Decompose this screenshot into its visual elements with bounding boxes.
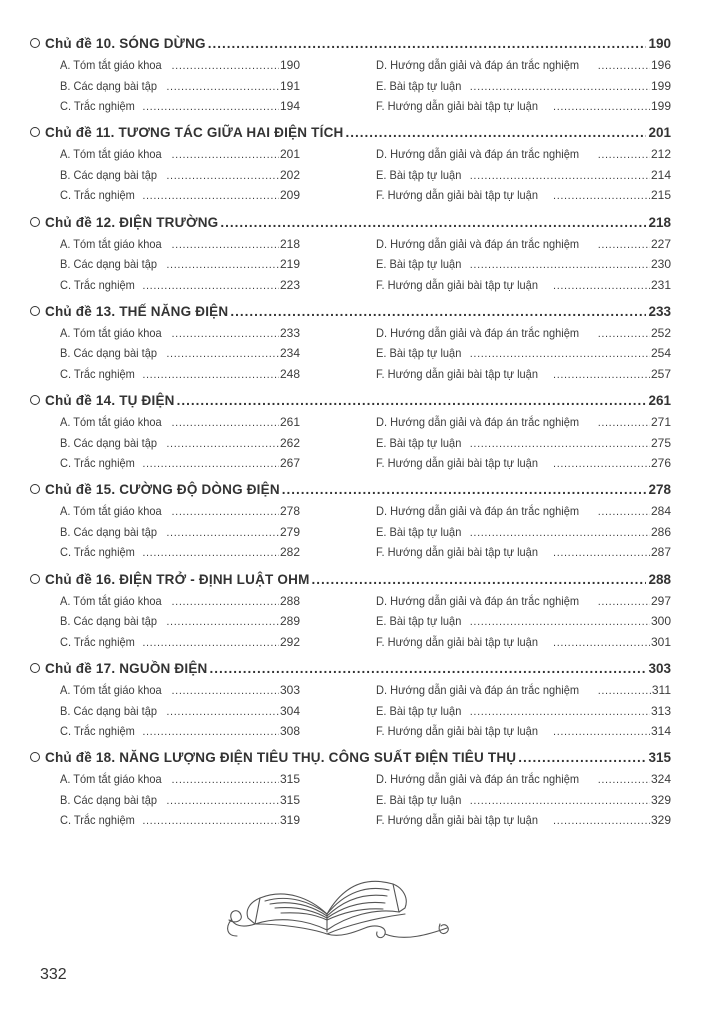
entry-label: F. Hướng dẫn giải bài tập tự luận: [376, 545, 538, 560]
circle-bullet-icon: [30, 752, 40, 762]
entry-label: A. Tóm tắt giáo khoa: [60, 504, 162, 519]
entry-page: 196: [650, 58, 671, 72]
entry-label: E. Bài tập tự luận: [376, 614, 462, 629]
chapter-heading[interactable]: [30, 36, 671, 58]
entry-page: 329: [650, 792, 671, 807]
toc-entry[interactable]: [376, 724, 671, 745]
dot-leader: [166, 438, 279, 450]
dot-leader: [470, 527, 650, 539]
chapter-heading[interactable]: [30, 750, 671, 772]
toc-entry[interactable]: [376, 504, 671, 525]
entry-page: 223: [279, 277, 300, 292]
dot-leader: [172, 328, 279, 340]
entry-page: 313: [650, 703, 671, 718]
toc-entry[interactable]: [60, 278, 300, 299]
entry-page: 233: [279, 325, 300, 340]
entry-page: 201: [279, 147, 300, 162]
toc-chapter: [0, 215, 701, 304]
entry-page: 254: [650, 346, 671, 361]
chapter-heading[interactable]: [30, 215, 671, 237]
entry-page: 324: [650, 772, 671, 787]
chapter-title: Chủ đề 12. ĐIỆN TRƯỜNG: [45, 214, 219, 230]
dot-leader: [172, 685, 279, 697]
entry-page: 252: [650, 325, 671, 340]
entry-page: 219: [279, 257, 300, 272]
dot-leader: [172, 417, 279, 429]
toc-entry[interactable]: [376, 436, 671, 457]
dot-leader: [553, 547, 650, 559]
entry-page: 215: [650, 188, 671, 203]
toc-entry[interactable]: [376, 545, 671, 566]
dot-leader: [166, 348, 279, 360]
circle-bullet-icon: [30, 395, 40, 405]
dot-leader: [598, 239, 650, 251]
entry-label: C. Trắc nghiệm: [60, 188, 135, 203]
dot-leader: [598, 149, 650, 161]
circle-bullet-icon: [30, 306, 40, 316]
open-book-icon: [215, 858, 455, 948]
entry-label: D. Hướng dẫn giải và đáp án trắc nghiệm: [376, 325, 580, 340]
dot-leader: [142, 547, 279, 559]
entry-page: 315: [279, 772, 300, 787]
entry-page: 230: [650, 257, 671, 272]
toc-entry[interactable]: [376, 278, 671, 299]
entry-page: 199: [650, 78, 671, 93]
toc-chapter: [0, 125, 701, 214]
entry-page: 292: [279, 634, 300, 649]
dot-leader: [142, 280, 279, 292]
entry-label: B. Các dạng bài tập: [60, 792, 157, 807]
toc-entry[interactable]: [376, 683, 671, 704]
entry-label: B. Các dạng bài tập: [60, 346, 157, 361]
entry-page: 315: [279, 792, 300, 807]
toc-chapter: [0, 36, 701, 125]
entry-page: 279: [279, 524, 300, 539]
chapter-title: Chủ đề 17. NGUỒN ĐIỆN: [45, 661, 208, 677]
toc-entry[interactable]: [60, 415, 300, 436]
entry-label: C. Trắc nghiệm: [60, 545, 135, 560]
entry-label: C. Trắc nghiệm: [60, 813, 135, 828]
toc-entry[interactable]: [60, 525, 300, 546]
toc-entry[interactable]: [376, 147, 671, 168]
chapter-page: 303: [648, 661, 671, 677]
dot-leader: [208, 36, 647, 51]
entry-page: 261: [279, 415, 300, 430]
toc-entry[interactable]: [376, 99, 671, 120]
dot-leader: [598, 417, 650, 429]
toc-entry[interactable]: [376, 367, 671, 388]
entry-label: A. Tóm tắt giáo khoa: [60, 683, 162, 698]
toc-entry[interactable]: [60, 257, 300, 278]
dot-leader: [470, 81, 650, 93]
entry-label: F. Hướng dẫn giải bài tập tự luận: [376, 277, 538, 292]
entry-page: 276: [650, 456, 671, 471]
chapter-title: Chủ đề 13. THẾ NĂNG ĐIỆN: [45, 303, 229, 319]
entry-page: 257: [650, 366, 671, 381]
dot-leader: [166, 81, 279, 93]
page-number: 332: [40, 966, 67, 983]
entry-page: 209: [279, 188, 300, 203]
dot-leader: [166, 616, 279, 628]
toc-entry[interactable]: [376, 346, 671, 367]
dot-leader: [598, 60, 650, 72]
toc-entry[interactable]: [376, 257, 671, 278]
toc-entry[interactable]: [376, 635, 671, 656]
dot-leader: [172, 149, 279, 161]
dot-leader: [553, 815, 650, 827]
toc-entry[interactable]: [376, 704, 671, 725]
circle-bullet-icon: [30, 484, 40, 494]
entry-label: E. Bài tập tự luận: [376, 792, 462, 807]
entry-page: 218: [279, 236, 300, 251]
chapter-page: 261: [648, 393, 671, 409]
circle-bullet-icon: [30, 663, 40, 673]
entry-page: 191: [279, 78, 300, 93]
entry-label: B. Các dạng bài tập: [60, 257, 157, 272]
dot-leader: [598, 328, 650, 340]
entry-label: D. Hướng dẫn giải và đáp án trắc nghiệm: [376, 683, 580, 698]
entry-label: D. Hướng dẫn giải và đáp án trắc nghiệm: [376, 772, 580, 787]
entry-label: D. Hướng dẫn giải và đáp án trắc nghiệm: [376, 236, 580, 251]
dot-leader: [598, 774, 650, 786]
toc-entry[interactable]: [60, 188, 300, 209]
toc-entry[interactable]: [60, 793, 300, 814]
chapter-page: 288: [648, 571, 671, 587]
toc-chapter: [0, 750, 701, 839]
entry-label: A. Tóm tắt giáo khoa: [60, 58, 162, 72]
entry-page: 212: [650, 147, 671, 162]
entry-page: 234: [279, 346, 300, 361]
entry-page: 289: [279, 614, 300, 629]
entry-label: B. Các dạng bài tập: [60, 703, 157, 718]
toc-entry[interactable]: [60, 58, 300, 79]
chapter-heading[interactable]: [30, 125, 671, 147]
dot-leader: [553, 637, 650, 649]
dot-leader: [230, 304, 646, 319]
entry-label: C. Trắc nghiệm: [60, 277, 135, 292]
toc-entry[interactable]: [376, 188, 671, 209]
toc-entry[interactable]: [376, 772, 671, 793]
toc-entry[interactable]: [376, 793, 671, 814]
entry-page: 287: [650, 545, 671, 560]
toc-chapter: [0, 482, 701, 571]
circle-bullet-icon: [30, 217, 40, 227]
chapter-title: Chủ đề 16. ĐIỆN TRỞ - ĐỊNH LUẬT OHM: [45, 571, 310, 587]
dot-leader: [142, 369, 279, 381]
toc-chapter: [0, 572, 701, 661]
entry-label: A. Tóm tắt giáo khoa: [60, 236, 162, 251]
entry-page: 329: [650, 813, 671, 828]
entry-page: 303: [279, 683, 300, 698]
toc-entry[interactable]: [376, 525, 671, 546]
toc-entry[interactable]: [376, 79, 671, 100]
entry-page: 199: [650, 99, 671, 113]
toc-entry[interactable]: [60, 367, 300, 388]
entry-label: F. Hướng dẫn giải bài tập tự luận: [376, 724, 538, 739]
dot-leader: [142, 637, 279, 649]
entry-page: 262: [279, 435, 300, 450]
circle-bullet-icon: [30, 38, 40, 48]
entry-label: A. Tóm tắt giáo khoa: [60, 415, 162, 430]
entry-page: 271: [650, 415, 671, 430]
entry-label: D. Hướng dẫn giải và đáp án trắc nghiệm: [376, 58, 580, 72]
dot-leader: [166, 527, 279, 539]
dot-leader: [166, 259, 279, 271]
entry-page: 286: [650, 524, 671, 539]
entry-page: 194: [279, 99, 300, 113]
dot-leader: [470, 616, 650, 628]
entry-label: F. Hướng dẫn giải bài tập tự luận: [376, 634, 538, 649]
toc-entry[interactable]: [376, 456, 671, 477]
chapter-title: Chủ đề 15. CƯỜNG ĐỘ DÒNG ĐIỆN: [45, 482, 280, 498]
entry-page: 227: [650, 236, 671, 251]
entry-label: B. Các dạng bài tập: [60, 524, 157, 539]
entry-label: C. Trắc nghiệm: [60, 99, 135, 113]
entry-label: E. Bài tập tự luận: [376, 257, 462, 272]
toc-entry[interactable]: [376, 813, 671, 834]
toc-entry[interactable]: [60, 237, 300, 258]
dot-leader: [470, 348, 650, 360]
chapter-title: Chủ đề 18. NĂNG LƯỢNG ĐIỆN TIÊU THỤ. CÔNG SUẤT ĐIỆN TIÊU THỤ: [45, 750, 517, 766]
entry-label: E. Bài tập tự luận: [376, 435, 462, 450]
chapter-page: 201: [648, 125, 671, 141]
chapter-page: 278: [648, 482, 671, 498]
entry-page: 231: [650, 277, 671, 292]
entry-label: D. Hướng dẫn giải và đáp án trắc nghiệm: [376, 415, 580, 430]
toc-chapter: [0, 393, 701, 482]
entry-page: 275: [650, 435, 671, 450]
dot-leader: [312, 572, 647, 587]
toc-entry[interactable]: [376, 237, 671, 258]
toc-entry[interactable]: [60, 326, 300, 347]
entry-label: D. Hướng dẫn giải và đáp án trắc nghiệm: [376, 504, 580, 519]
entry-page: 278: [279, 504, 300, 519]
dot-leader: [553, 190, 650, 202]
dot-leader: [166, 170, 279, 182]
chapter-heading[interactable]: [30, 304, 671, 326]
chapter-page: 190: [648, 36, 671, 51]
entry-label: A. Tóm tắt giáo khoa: [60, 772, 162, 787]
entry-label: E. Bài tập tự luận: [376, 167, 462, 182]
toc-entry[interactable]: [60, 813, 300, 834]
dot-leader: [142, 458, 279, 470]
dot-leader: [172, 774, 279, 786]
toc-entry[interactable]: [376, 415, 671, 436]
entry-label: A. Tóm tắt giáo khoa: [60, 325, 162, 340]
entry-label: B. Các dạng bài tập: [60, 167, 157, 182]
toc-entry[interactable]: [376, 594, 671, 615]
dot-leader: [142, 815, 279, 827]
toc-entry[interactable]: [60, 772, 300, 793]
dot-leader: [553, 458, 650, 470]
circle-bullet-icon: [30, 127, 40, 137]
entry-page: 214: [650, 167, 671, 182]
toc-entry[interactable]: [60, 504, 300, 525]
entry-label: A. Tóm tắt giáo khoa: [60, 147, 162, 162]
dot-leader: [172, 60, 279, 72]
dot-leader: [345, 125, 646, 140]
toc-entry[interactable]: [60, 635, 300, 656]
dot-leader: [470, 438, 650, 450]
chapter-page: 315: [648, 750, 671, 766]
dot-leader: [470, 170, 650, 182]
dot-leader: [209, 661, 646, 676]
toc-entry[interactable]: [60, 168, 300, 189]
entry-page: 284: [650, 504, 671, 519]
entry-label: F. Hướng dẫn giải bài tập tự luận: [376, 188, 538, 203]
entry-label: C. Trắc nghiệm: [60, 366, 135, 381]
entry-page: 311: [651, 683, 671, 698]
entry-label: D. Hướng dẫn giải và đáp án trắc nghiệm: [376, 147, 580, 162]
toc-entry[interactable]: [60, 614, 300, 635]
toc-entry[interactable]: [60, 147, 300, 168]
entry-label: B. Các dạng bài tập: [60, 614, 157, 629]
entry-page: 282: [279, 545, 300, 560]
entry-page: 308: [279, 724, 300, 739]
entry-label: F. Hướng dẫn giải bài tập tự luận: [376, 456, 538, 471]
dot-leader: [553, 726, 650, 738]
dot-leader: [172, 239, 279, 251]
chapter-heading[interactable]: [30, 661, 671, 683]
dot-leader: [598, 596, 650, 608]
dot-leader: [166, 706, 279, 718]
dot-leader: [142, 190, 279, 202]
entry-page: 267: [279, 456, 300, 471]
dot-leader: [553, 280, 650, 292]
toc-entry[interactable]: [60, 79, 300, 100]
toc-entry[interactable]: [376, 614, 671, 635]
entry-label: E. Bài tập tự luận: [376, 78, 462, 93]
toc-chapter: [0, 661, 701, 750]
dot-leader: [518, 750, 646, 765]
dot-leader: [177, 393, 647, 408]
dot-leader: [282, 482, 647, 497]
entry-label: A. Tóm tắt giáo khoa: [60, 593, 162, 608]
chapter-heading[interactable]: [30, 572, 671, 594]
dot-leader: [553, 101, 650, 113]
toc-entry[interactable]: [376, 58, 671, 79]
table-of-contents: [0, 36, 701, 840]
chapter-title: Chủ đề 11. TƯƠNG TÁC GIỮA HAI ĐIỆN TÍCH: [45, 125, 344, 141]
dot-leader: [598, 685, 651, 697]
dot-leader: [553, 369, 650, 381]
entry-page: 190: [279, 58, 300, 72]
dot-leader: [166, 795, 279, 807]
toc-entry[interactable]: [376, 168, 671, 189]
entry-label: E. Bài tập tự luận: [376, 703, 462, 718]
dot-leader: [142, 726, 279, 738]
toc-entry[interactable]: [60, 545, 300, 566]
toc-entry[interactable]: [60, 704, 300, 725]
toc-entry[interactable]: [376, 326, 671, 347]
entry-label: B. Các dạng bài tập: [60, 78, 157, 93]
entry-page: 288: [279, 593, 300, 608]
entry-label: D. Hướng dẫn giải và đáp án trắc nghiệm: [376, 593, 580, 608]
dot-leader: [220, 215, 646, 230]
entry-label: E. Bài tập tự luận: [376, 524, 462, 539]
toc-entry[interactable]: [60, 436, 300, 457]
toc-entry[interactable]: [60, 346, 300, 367]
entry-label: C. Trắc nghiệm: [60, 456, 135, 471]
chapter-heading[interactable]: [30, 393, 671, 415]
chapter-page: 233: [648, 303, 671, 319]
entry-page: 300: [650, 614, 671, 629]
dot-leader: [598, 506, 650, 518]
entry-label: C. Trắc nghiệm: [60, 724, 135, 739]
toc-entry[interactable]: [60, 594, 300, 615]
toc-entry[interactable]: [60, 99, 300, 120]
entry-page: 202: [279, 167, 300, 182]
dot-leader: [172, 506, 279, 518]
entry-page: 319: [279, 813, 300, 828]
toc-chapter: [0, 304, 701, 393]
entry-label: E. Bài tập tự luận: [376, 346, 462, 361]
circle-bullet-icon: [30, 574, 40, 584]
entry-page: 304: [279, 703, 300, 718]
chapter-page: 218: [648, 214, 671, 230]
entry-label: C. Trắc nghiệm: [60, 634, 135, 649]
toc-entry[interactable]: [60, 456, 300, 477]
chapter-heading[interactable]: [30, 482, 671, 504]
entry-page: 248: [279, 366, 300, 381]
dot-leader: [470, 706, 650, 718]
dot-leader: [172, 596, 279, 608]
entry-label: F. Hướng dẫn giải bài tập tự luận: [376, 99, 538, 113]
chapter-title: Chủ đề 10. SÓNG DỪNG: [45, 36, 206, 51]
entry-page: 314: [650, 724, 671, 739]
chapter-title: Chủ đề 14. TỤ ĐIỆN: [45, 393, 175, 409]
dot-leader: [142, 101, 279, 113]
dot-leader: [470, 795, 650, 807]
toc-entry[interactable]: [60, 724, 300, 745]
entry-label: F. Hướng dẫn giải bài tập tự luận: [376, 366, 538, 381]
dot-leader: [470, 259, 650, 271]
entry-page: 301: [650, 634, 671, 649]
entry-label: F. Hướng dẫn giải bài tập tự luận: [376, 813, 538, 828]
entry-page: 297: [650, 593, 671, 608]
entry-label: B. Các dạng bài tập: [60, 435, 157, 450]
toc-entry[interactable]: [60, 683, 300, 704]
